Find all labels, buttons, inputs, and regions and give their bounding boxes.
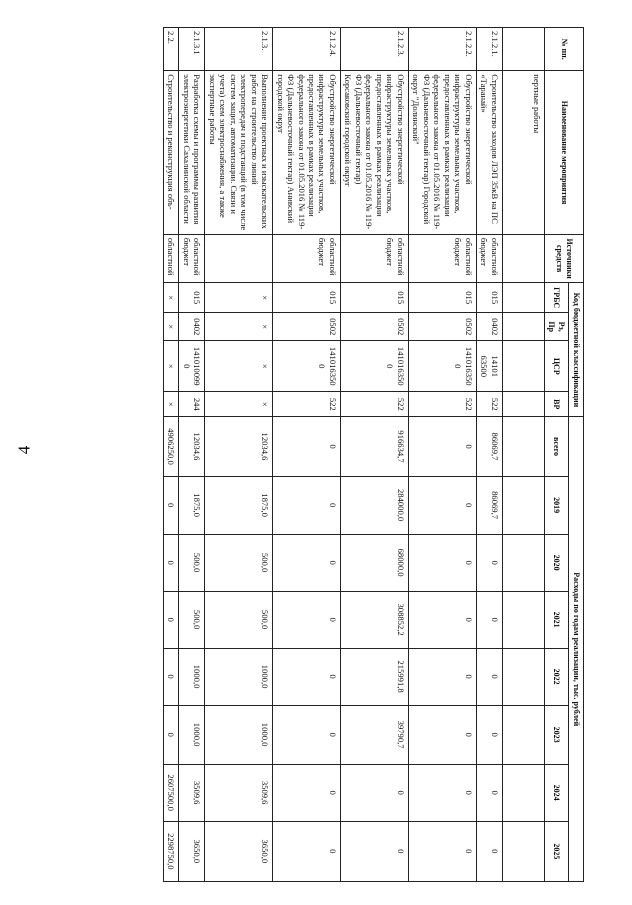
cell-2021: 308852,2 bbox=[340, 591, 408, 648]
cell-2019: 284000,0 bbox=[340, 476, 408, 534]
table-row bbox=[273, 28, 341, 882]
table-row bbox=[340, 28, 408, 882]
cell-rzpr: 0502 bbox=[408, 312, 476, 340]
cell-2020: 68000,0 bbox=[340, 534, 408, 591]
cell-2022: 0 bbox=[476, 648, 502, 705]
cell-2021: 0 bbox=[273, 591, 341, 648]
table-row bbox=[205, 28, 273, 882]
cell-csr: 141016350 0 bbox=[408, 341, 476, 392]
cell-num: 2.1.3. bbox=[205, 28, 273, 71]
cell-csr: 141010099 0 bbox=[179, 341, 205, 392]
cell-source: областной бюджет bbox=[408, 234, 476, 283]
cell-2021: 500,0 bbox=[179, 591, 205, 648]
cell-2019: 0 bbox=[163, 476, 178, 534]
cell-2020: 500,0 bbox=[179, 534, 205, 591]
header-spend-group: Расходы по годам реализации, тыс. рублей bbox=[569, 417, 584, 882]
cell-2025: 0 bbox=[408, 821, 476, 881]
cell-2019: 1875,0 bbox=[179, 476, 205, 534]
cell-num: 2.1.3.1 bbox=[179, 28, 205, 71]
cell-2021: 0 bbox=[163, 591, 178, 648]
cell-vr: 522 bbox=[476, 392, 502, 417]
cell-rzpr: 0502 bbox=[340, 312, 408, 340]
cell-num: 2.2. bbox=[163, 28, 178, 71]
cell-2019: 1875,0 bbox=[205, 476, 273, 534]
cell-source: областной бюджет bbox=[273, 234, 341, 283]
header-2021: 2021 bbox=[544, 591, 569, 648]
header-2020: 2020 bbox=[544, 534, 569, 591]
cell-total: 86069,7 bbox=[476, 417, 502, 476]
header-2019: 2019 bbox=[544, 476, 569, 534]
cell-rzpr: × bbox=[163, 312, 178, 340]
cell-name: Строительство заходов ЛЭП 35кВ на ПС «Таранай» bbox=[476, 71, 502, 235]
cell-empty bbox=[502, 648, 544, 705]
cell-2019: 0 bbox=[273, 476, 341, 534]
header-name: Наименование мероприятия bbox=[544, 71, 583, 235]
cell-rzpr: × bbox=[205, 312, 273, 340]
header-rzpr: Рз, Пр bbox=[544, 312, 569, 340]
cell-2020: 0 bbox=[476, 534, 502, 591]
cell-empty bbox=[502, 234, 544, 283]
cell-empty bbox=[502, 283, 544, 313]
cell-vr: × bbox=[163, 392, 178, 417]
page-number: 4 bbox=[14, 445, 34, 455]
header-num: № пп. bbox=[544, 28, 583, 71]
cell-empty bbox=[502, 821, 544, 881]
cell-empty bbox=[502, 28, 544, 71]
cell-2025: 2298750,0 bbox=[163, 821, 178, 881]
cell-2024: 0 bbox=[273, 764, 341, 821]
cell-total: 916634,7 bbox=[340, 417, 408, 476]
cell-2021: 0 bbox=[408, 591, 476, 648]
header-source: Источники средств bbox=[544, 234, 583, 283]
cell-2020: 0 bbox=[408, 534, 476, 591]
cell-empty bbox=[502, 341, 544, 392]
cell-num: 2.1.2.1. bbox=[476, 28, 502, 71]
cell-2021: 0 bbox=[476, 591, 502, 648]
cell-num: 2.1.2.3. bbox=[340, 28, 408, 71]
cell-2025: 0 bbox=[340, 821, 408, 881]
cell-2023: 0 bbox=[408, 705, 476, 764]
cell-source: областной bbox=[163, 234, 178, 283]
cell-grbs: 015 bbox=[273, 283, 341, 313]
cell-csr: 141016350 0 bbox=[340, 341, 408, 392]
cell-2020: 0 bbox=[163, 534, 178, 591]
cell-2025: 0 bbox=[273, 821, 341, 881]
cell-vr: × bbox=[205, 392, 273, 417]
cell-2022: 0 bbox=[273, 648, 341, 705]
cell-csr: × bbox=[205, 341, 273, 392]
cell-vr: 522 bbox=[340, 392, 408, 417]
cell-grbs: 015 bbox=[476, 283, 502, 313]
cell-2021: 500,0 bbox=[205, 591, 273, 648]
cell-2024: 2607500,0 bbox=[163, 764, 178, 821]
cell-2024: 0 bbox=[476, 764, 502, 821]
cell-2022: 0 bbox=[408, 648, 476, 705]
cell-grbs: × bbox=[205, 283, 273, 313]
continuation-text: пертные работы bbox=[502, 71, 544, 235]
cell-source: областной бюджет bbox=[340, 234, 408, 283]
continuation-row bbox=[502, 28, 544, 882]
cell-num: 2.1.2.4. bbox=[273, 28, 341, 71]
cell-grbs: 015 bbox=[179, 283, 205, 313]
cell-rzpr: 0502 bbox=[273, 312, 341, 340]
rotated-table-container bbox=[54, 27, 584, 882]
header-row-1 bbox=[569, 28, 584, 882]
header-2022: 2022 bbox=[544, 648, 569, 705]
table-row bbox=[163, 28, 178, 882]
budget-table bbox=[163, 27, 584, 882]
cell-name: Обустройство энергетической инфраструктуры земельных участков, предоставленных в рамках реализации федерального закона от 01.05.2016 № 119-ФЗ (Дальневосточный гектар) Анивский городской округ bbox=[273, 71, 341, 235]
cell-name: Обустройство энергетической инфраструктуры земельных участков, предоставленных в рамках реализации федерального закона от 01.05.2016 № 119-ФЗ (Дальневосточный гектар) Корсаковский городской округ bbox=[340, 71, 408, 235]
cell-empty bbox=[502, 417, 544, 476]
header-grbs: ГРБС bbox=[544, 283, 569, 313]
cell-2023: 0 bbox=[476, 705, 502, 764]
cell-2025: 0 bbox=[476, 821, 502, 881]
header-total: всего bbox=[544, 417, 569, 476]
cell-csr: 141016350 0 bbox=[273, 341, 341, 392]
cell-2025: 3650,0 bbox=[205, 821, 273, 881]
cell-2020: 500,0 bbox=[205, 534, 273, 591]
cell-2023: 39790,7 bbox=[340, 705, 408, 764]
header-code-group: Код бюджетной классификации bbox=[569, 283, 584, 417]
cell-csr: × bbox=[163, 341, 178, 392]
cell-2022: 1000,0 bbox=[179, 648, 205, 705]
cell-2025: 3650,0 bbox=[179, 821, 205, 881]
cell-vr: 244 bbox=[179, 392, 205, 417]
cell-rzpr: 0402 bbox=[179, 312, 205, 340]
cell-vr: 522 bbox=[408, 392, 476, 417]
cell-total: 0 bbox=[408, 417, 476, 476]
cell-empty bbox=[502, 312, 544, 340]
table-row bbox=[476, 28, 502, 882]
cell-grbs: 015 bbox=[340, 283, 408, 313]
cell-empty bbox=[502, 591, 544, 648]
cell-empty bbox=[502, 392, 544, 417]
cell-2022: 1000,0 bbox=[205, 648, 273, 705]
header-2024: 2024 bbox=[544, 764, 569, 821]
cell-2024: 3509,6 bbox=[205, 764, 273, 821]
table-row bbox=[408, 28, 476, 882]
cell-total: 0 bbox=[273, 417, 341, 476]
cell-source: областной бюджет bbox=[179, 234, 205, 283]
cell-total: 12034,6 bbox=[205, 417, 273, 476]
cell-name: Строительство и реконструкция объ- bbox=[163, 71, 178, 235]
cell-total: 12034,6 bbox=[179, 417, 205, 476]
cell-2023: 0 bbox=[273, 705, 341, 764]
cell-2023: 0 bbox=[163, 705, 178, 764]
cell-2019: 0 bbox=[408, 476, 476, 534]
cell-total: 4906250,0 bbox=[163, 417, 178, 476]
cell-2022: 0 bbox=[163, 648, 178, 705]
cell-2024: 0 bbox=[340, 764, 408, 821]
cell-name: Обустройство энергетической инфраструктуры земельных участков, предоставленных в рамках реализации федерального закона от 01.05.2016 № 119-ФЗ (Дальневосточный гектар) Городской округ "Долинский" bbox=[408, 71, 476, 235]
header-2025: 2025 bbox=[544, 821, 569, 881]
cell-name: Выполнение проектных и изыскательских работ на строительство линий электропередач и подстанций (в том числе систем защит, автоматизации. Связи и учета) схем электроснабжения, а также экспертные работы bbox=[205, 71, 273, 235]
cell-vr: 522 bbox=[273, 392, 341, 417]
cell-2023: 1000,0 bbox=[179, 705, 205, 764]
cell-empty bbox=[502, 534, 544, 591]
cell-name: Разработка схемы и программы развития электроэнергетики Сахалинской области bbox=[179, 71, 205, 235]
cell-2022: 215991,8 bbox=[340, 648, 408, 705]
header-csr: ЦСР bbox=[544, 341, 569, 392]
cell-2019: 86069,7 bbox=[476, 476, 502, 534]
header-vr: ВР bbox=[544, 392, 569, 417]
cell-num: 2.1.2.2. bbox=[408, 28, 476, 71]
cell-2023: 1000,0 bbox=[205, 705, 273, 764]
header-2023: 2023 bbox=[544, 705, 569, 764]
cell-2020: 0 bbox=[273, 534, 341, 591]
cell-2024: 3509,6 bbox=[179, 764, 205, 821]
cell-empty bbox=[502, 705, 544, 764]
table-row bbox=[179, 28, 205, 882]
cell-2024: 0 bbox=[408, 764, 476, 821]
cell-csr: 14101 63500 bbox=[476, 341, 502, 392]
cell-empty bbox=[502, 476, 544, 534]
cell-source bbox=[205, 234, 273, 283]
cell-rzpr: 0402 bbox=[476, 312, 502, 340]
cell-empty bbox=[502, 764, 544, 821]
cell-source: областной бюджет bbox=[476, 234, 502, 283]
cell-grbs: 015 bbox=[408, 283, 476, 313]
cell-grbs: × bbox=[163, 283, 178, 313]
